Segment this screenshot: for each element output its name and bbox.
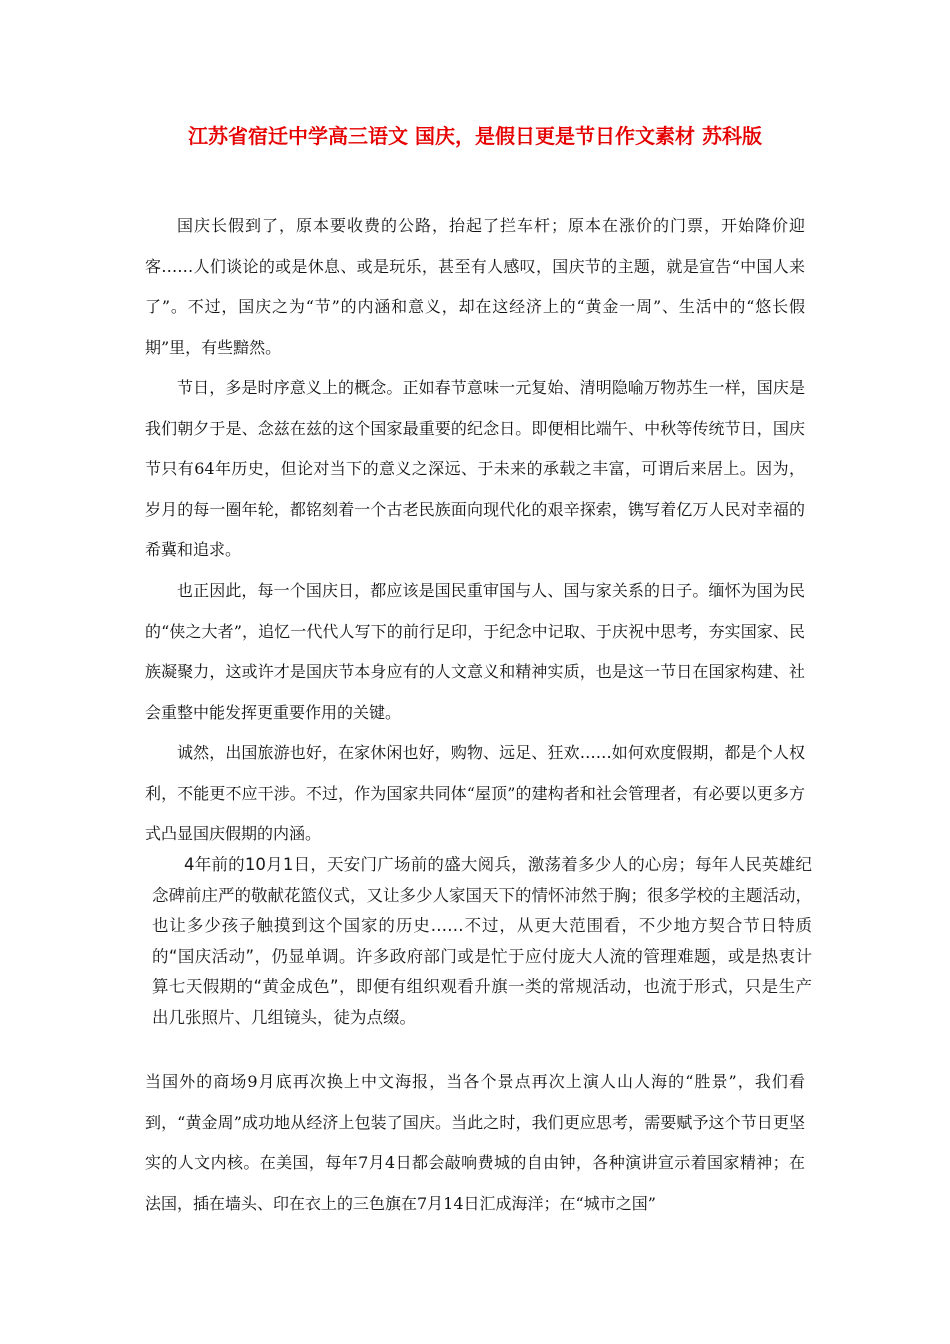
paragraph-4: 诚然，出国旅游也好，在家休闲也好，购物、远足、狂欢……如何欢度假期，都是个人权利，不能更不应干涉。不过，作为国家共同体“屋顶”的建构者和社会管理者，有必要以更多方式凸显国庆假期的内涵。: [145, 743, 805, 843]
paragraph-6: 当国外的商场9月底再次换上中文海报，当各个景点再次上演人山人海的“胜景”，我们看到，“黄金周”成功地从经济上包装了国庆。当此之时，我们更应思考，需要赋予这个节日更坚实的人文内核。在美国，每年7月4日都会敲响费城的自由钟，各种演讲宣示着国家精神；在法国，插在墙头、印在衣上的三色旗在7月14日汇成海洋；在“城市之国”: [145, 1072, 805, 1213]
document-title: 江苏省宿迁中学高三语文 国庆，是假日更是节日作文素材 苏科版: [188, 124, 762, 148]
paragraph-2: 节日，多是时序意义上的概念。正如春节意味一元复始、清明隐喻万物苏生一样，国庆是我们朝夕于是、念兹在兹的这个国家最重要的纪念日。即便相比端午、中秋等传统节日，国庆节只有64年历史，但论对当下的意义之深远、于未来的承载之丰富，可谓后来居上。因为，岁月的每一圈年轮，都铭刻着一个古老民族面向现代化的艰辛探索，镌写着亿万人民对幸福的希冀和追求。: [145, 378, 805, 559]
paragraph-3: 也正因此，每一个国庆日，都应该是国民重审国与人、国与家关系的日子。缅怀为国为民的“侠之大者”，追忆一代代人写下的前行足印，于纪念中记取、于庆祝中思考，夯实国家、民族凝聚力，这或许才是国庆节本身应有的人文意义和精神实质，也是这一节日在国家构建、社会重整中能发挥更重要作用的关键。: [145, 581, 805, 722]
paragraph-1: 国庆长假到了，原本要收费的公路，抬起了拦车杆；原本在涨价的门票，开始降价迎客……人们谈论的或是休息、或是玩乐，甚至有人感叹，国庆节的主题，就是宣告“中国人来了”。不过，国庆之为“节”的内涵和意义，却在这经济上的“黄金一周”、生活中的“悠长假期”里，有些黯然。: [145, 216, 805, 357]
scanned-paragraph: 4年前的10月1日，天安门广场前的盛大阅兵，激荡着多少人的心房；每年人民英雄纪念碑前庄严的敬献花篮仪式，又让多少人家国天下的情怀沛然于胸；很多学校的主题活动，也让多少孩子触摸到这个国家的历史……不过，从更大范围看，不少地方契合节日特质的“国庆活动”，仍显单调。许多政府部门或是忙于应付庞大人流的管理难题，或是热衷计算七天假期的“黄金成色”，即便有组织观看升旗一类的常规活动，也流于形式，只是生产出几张照片、几组镜头，徒为点缀。: [152, 855, 812, 1027]
